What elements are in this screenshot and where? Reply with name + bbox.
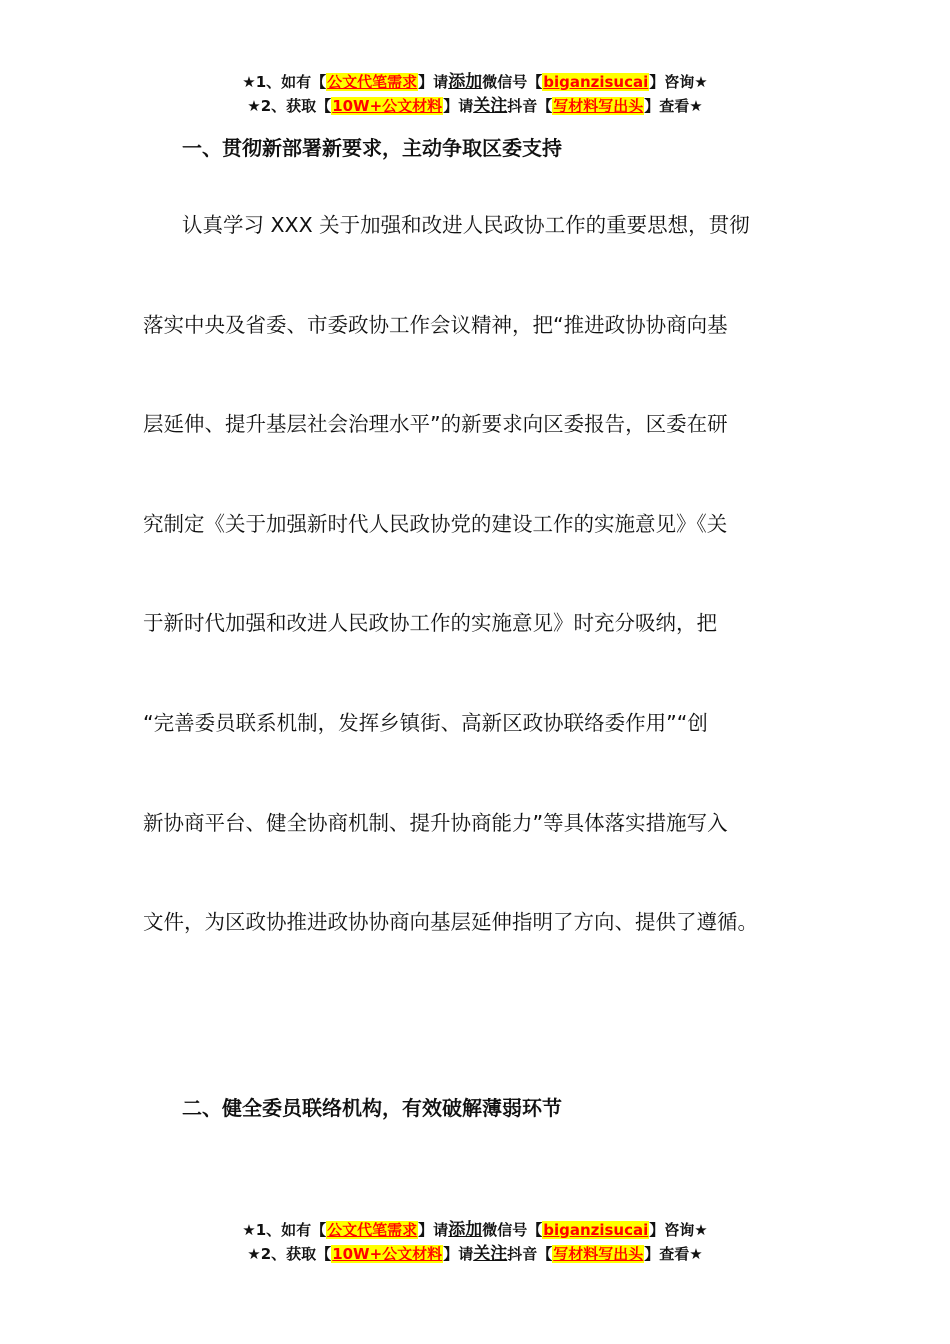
- emphasis-follow: 关注: [473, 1244, 508, 1264]
- section-2-heading: 二、健全委员联络机构，有效破解薄弱环节: [182, 1096, 562, 1120]
- promo-text: ★2、获取【: [247, 1245, 332, 1263]
- top-promo-banner: [0, 70, 950, 118]
- promo-text: 】咨询★: [649, 1221, 708, 1239]
- promo-text: 抖音【: [507, 1245, 553, 1263]
- highlight-wechat-id: biganzisucai: [543, 1221, 649, 1239]
- highlight-douyin-id: 写材料写出头: [553, 1245, 644, 1263]
- highlight-service: 公文代笔需求: [327, 1221, 418, 1239]
- promo-line-2: [0, 94, 950, 118]
- highlight-materials: 10W+公文材料: [332, 97, 443, 115]
- promo-text: ★1、如有【: [242, 1221, 327, 1239]
- paragraph-line: 究制定《关于加强新时代人民政协党的建设工作的实施意见》《关: [143, 512, 728, 536]
- promo-text: 】请: [418, 1221, 449, 1239]
- promo-line-1: [0, 1218, 950, 1242]
- promo-text: 抖音【: [507, 97, 553, 115]
- emphasis-add: 添加: [448, 1220, 483, 1240]
- paragraph-line: 新协商平台、健全协商机制、提升协商能力”等具体落实措施写入: [143, 811, 728, 835]
- highlight-douyin-id: 写材料写出头: [553, 97, 644, 115]
- promo-text: 微信号【: [482, 1221, 543, 1239]
- promo-text: 】请: [443, 97, 474, 115]
- promo-text: ★1、如有【: [242, 73, 327, 91]
- promo-text: 微信号【: [482, 73, 543, 91]
- paragraph-line: 文件，为区政协推进政协协商向基层延伸指明了方向、提供了遵循。: [143, 910, 758, 934]
- highlight-wechat-id: biganzisucai: [543, 73, 649, 91]
- paragraph-line: 落实中央及省委、市委政协工作会议精神，把“推进政协协商向基: [143, 313, 728, 337]
- paragraph-line: 认真学习 XXX 关于加强和改进人民政协工作的重要思想，贯彻: [182, 213, 750, 237]
- promo-text: 】请: [443, 1245, 474, 1263]
- paragraph-line: “完善委员联系机制，发挥乡镇街、高新区政协联络委作用”“创: [143, 711, 708, 735]
- section-1-heading: 一、贯彻新部署新要求，主动争取区委支持: [182, 136, 562, 160]
- promo-line-2: [0, 1242, 950, 1266]
- promo-line-1: [0, 70, 950, 94]
- promo-text: ★2、获取【: [247, 97, 332, 115]
- emphasis-follow: 关注: [473, 96, 508, 116]
- paragraph-line: 层延伸、提升基层社会治理水平”的新要求向区委报告，区委在研: [143, 412, 728, 436]
- paragraph-line: 于新时代加强和改进人民政协工作的实施意见》时充分吸纳，把: [143, 611, 717, 635]
- promo-text: 】请: [418, 73, 449, 91]
- bottom-promo-banner: [0, 1218, 950, 1266]
- highlight-service: 公文代笔需求: [327, 73, 418, 91]
- promo-text: 】查看★: [644, 97, 703, 115]
- promo-text: 】查看★: [644, 1245, 703, 1263]
- highlight-materials: 10W+公文材料: [332, 1245, 443, 1263]
- promo-text: 】咨询★: [649, 73, 708, 91]
- emphasis-add: 添加: [448, 72, 483, 92]
